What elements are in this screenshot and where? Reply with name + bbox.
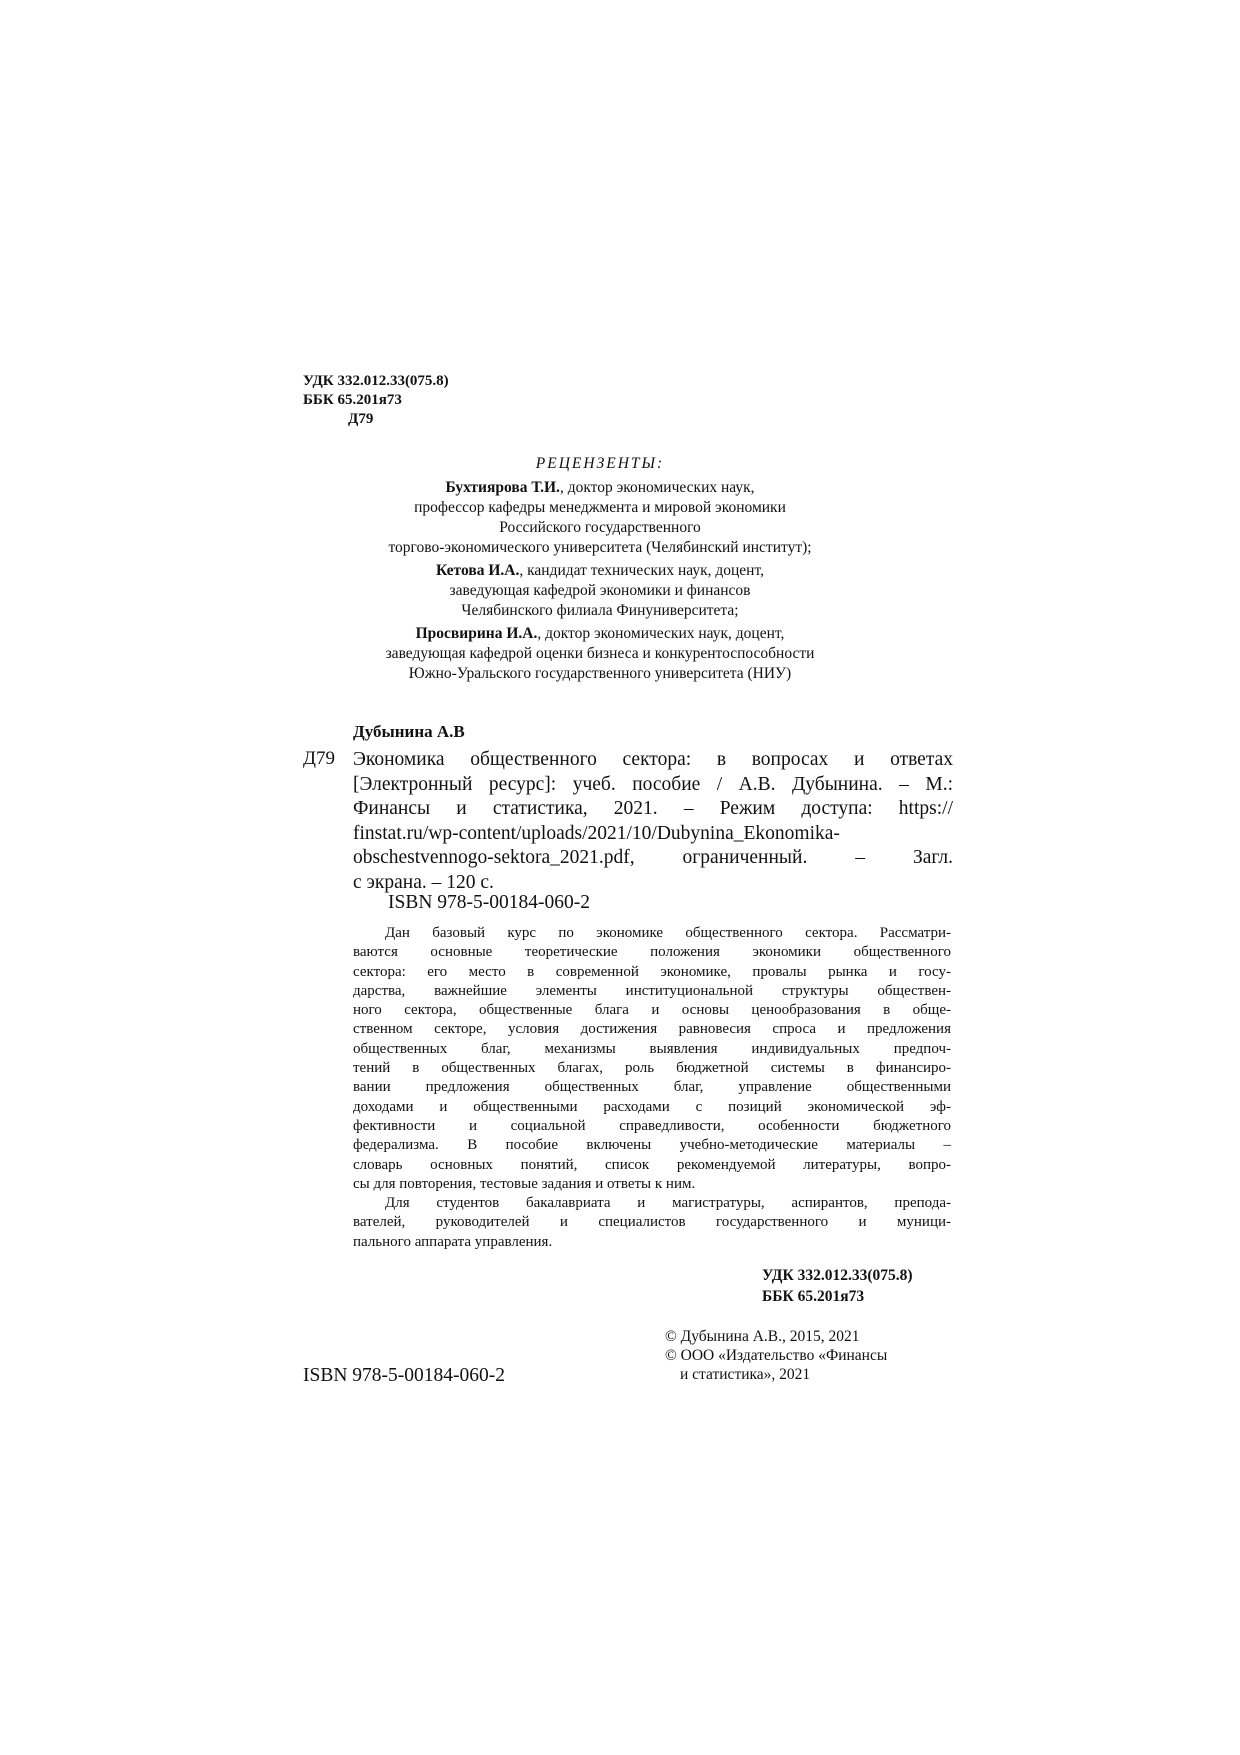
reviewer-line: , доктор экономических наук,	[559, 479, 755, 496]
reviewer-line: профессор кафедры менеджмента и мировой экономики	[414, 499, 786, 516]
annotation-line: тений в общественных благах, роль бюджетной системы в финансиро-	[353, 1060, 951, 1077]
annotation-line: общественных благ, механизмы выявления индивидуальных предпоч-	[353, 1040, 951, 1057]
annotation-line: ственном секторе, условия достижения равновесия спроса и предложения	[353, 1021, 951, 1038]
reviewer-1	[300, 478, 900, 558]
udk-code: УДК 332.012.33(075.8)	[303, 373, 449, 389]
reviewer-line: торгово-экономического университета (Челябинский институт);	[388, 539, 812, 556]
reviewer-name: Просвирина И.А.	[415, 625, 538, 642]
annotation-line: ного сектора, общественные блага и основы ценообразования в обще-	[353, 1002, 951, 1019]
annotation	[353, 924, 951, 1252]
annotation-line: Дан базовый курс по экономике общественного сектора. Рассматри-	[385, 925, 951, 941]
reviewer-2	[300, 561, 900, 621]
bibliography-line: с экрана. – 120 с.	[353, 871, 494, 893]
bibliography-author: Дубынина А.В	[353, 722, 465, 741]
footer-udk: УДК 332.012.33(075.8)	[762, 1267, 913, 1284]
bibliography-sign: Д79	[303, 748, 335, 769]
reviewer-3	[300, 624, 900, 684]
audience-line: пального аппарата управления.	[353, 1233, 553, 1250]
copyright-publisher: © ООО «Издательство «Финансы	[665, 1347, 888, 1364]
reviewer-line: Южно-Уральского государственного университета (НИУ)	[408, 665, 792, 682]
audience-line: вателей, руководителей и специалистов государственного и муници-	[353, 1214, 951, 1231]
annotation-line: вании предложения общественных благ, управление общественными	[353, 1079, 951, 1096]
annotation-line: федерализма. В пособие включены учебно-методические материалы –	[353, 1137, 951, 1154]
reviewer-line: Челябинского филиала Финуниверситета;	[461, 602, 739, 619]
bibliography-line: Финансы и статистика, 2021. – Режим доступа: https://	[353, 798, 953, 819]
reviewers-section	[300, 454, 900, 687]
reviewer-line: , доктор экономических наук, доцент,	[537, 625, 785, 642]
annotation-line: доходами и общественными расходами с позиций экономической эф-	[353, 1098, 951, 1115]
classification-codes	[303, 372, 449, 429]
bibliography-line: obschestvennogo-sektora_2021.pdf, ограниченный. – Загл.	[353, 847, 953, 868]
reviewer-name: Бухтиярова Т.И.	[445, 479, 560, 496]
annotation-line: сы для повторения, тестовые задания и ответы к ним.	[353, 1175, 696, 1192]
bibliography-line: Экономика общественного сектора: в вопросах и ответах	[353, 749, 953, 770]
reviewer-name: Кетова И.А.	[436, 562, 520, 579]
annotation-line: дарства, важнейшие элементы институциональной структуры обществен-	[353, 982, 951, 999]
annotation-line: сектора: его место в современной экономике, провалы рынка и госу-	[353, 963, 951, 980]
footer-codes	[762, 1265, 913, 1307]
reviewer-line: Российского государственного	[499, 519, 701, 536]
annotation-line: словарь основных понятий, список рекомендуемой литературы, вопро-	[353, 1156, 951, 1173]
bibliography-isbn: ISBN 978-5-00184-060-2	[388, 892, 591, 913]
annotation-line: ваются основные теоретические положения экономики общественного	[353, 944, 951, 961]
copyright-publisher-cont: и статистика», 2021	[680, 1366, 811, 1383]
footer-bbk: ББК 65.201я73	[762, 1288, 865, 1305]
author-sign: Д79	[348, 411, 374, 427]
reviewers-heading: РЕЦЕНЗЕНТЫ:	[535, 455, 665, 472]
annotation-line: фективности и социальной справедливости, особенности бюджетного	[353, 1117, 951, 1134]
audience-line: Для студентов бакалавриата и магистратуры, аспирантов, препода-	[385, 1195, 951, 1212]
bbk-code: ББК 65.201я73	[303, 392, 402, 408]
bibliographic-record	[353, 748, 953, 895]
copyright-author: © Дубынина А.В., 2015, 2021	[665, 1328, 860, 1345]
reviewer-line: , кандидат технических наук, доцент,	[519, 562, 764, 579]
reviewer-line: заведующая кафедрой экономики и финансов	[449, 582, 751, 599]
bibliography-line: [Электронный ресурс]: учеб. пособие / А.В. Дубынина. – М.:	[353, 773, 953, 795]
reviewer-line: заведующая кафедрой оценки бизнеса и конкурентоспособности	[385, 645, 815, 662]
copyright-block	[665, 1327, 887, 1384]
bibliography-line: finstat.ru/wp-content/uploads/2021/10/Dubynina_Ekonomika-	[353, 822, 840, 844]
footer-isbn: ISBN 978-5-00184-060-2	[303, 1365, 506, 1386]
